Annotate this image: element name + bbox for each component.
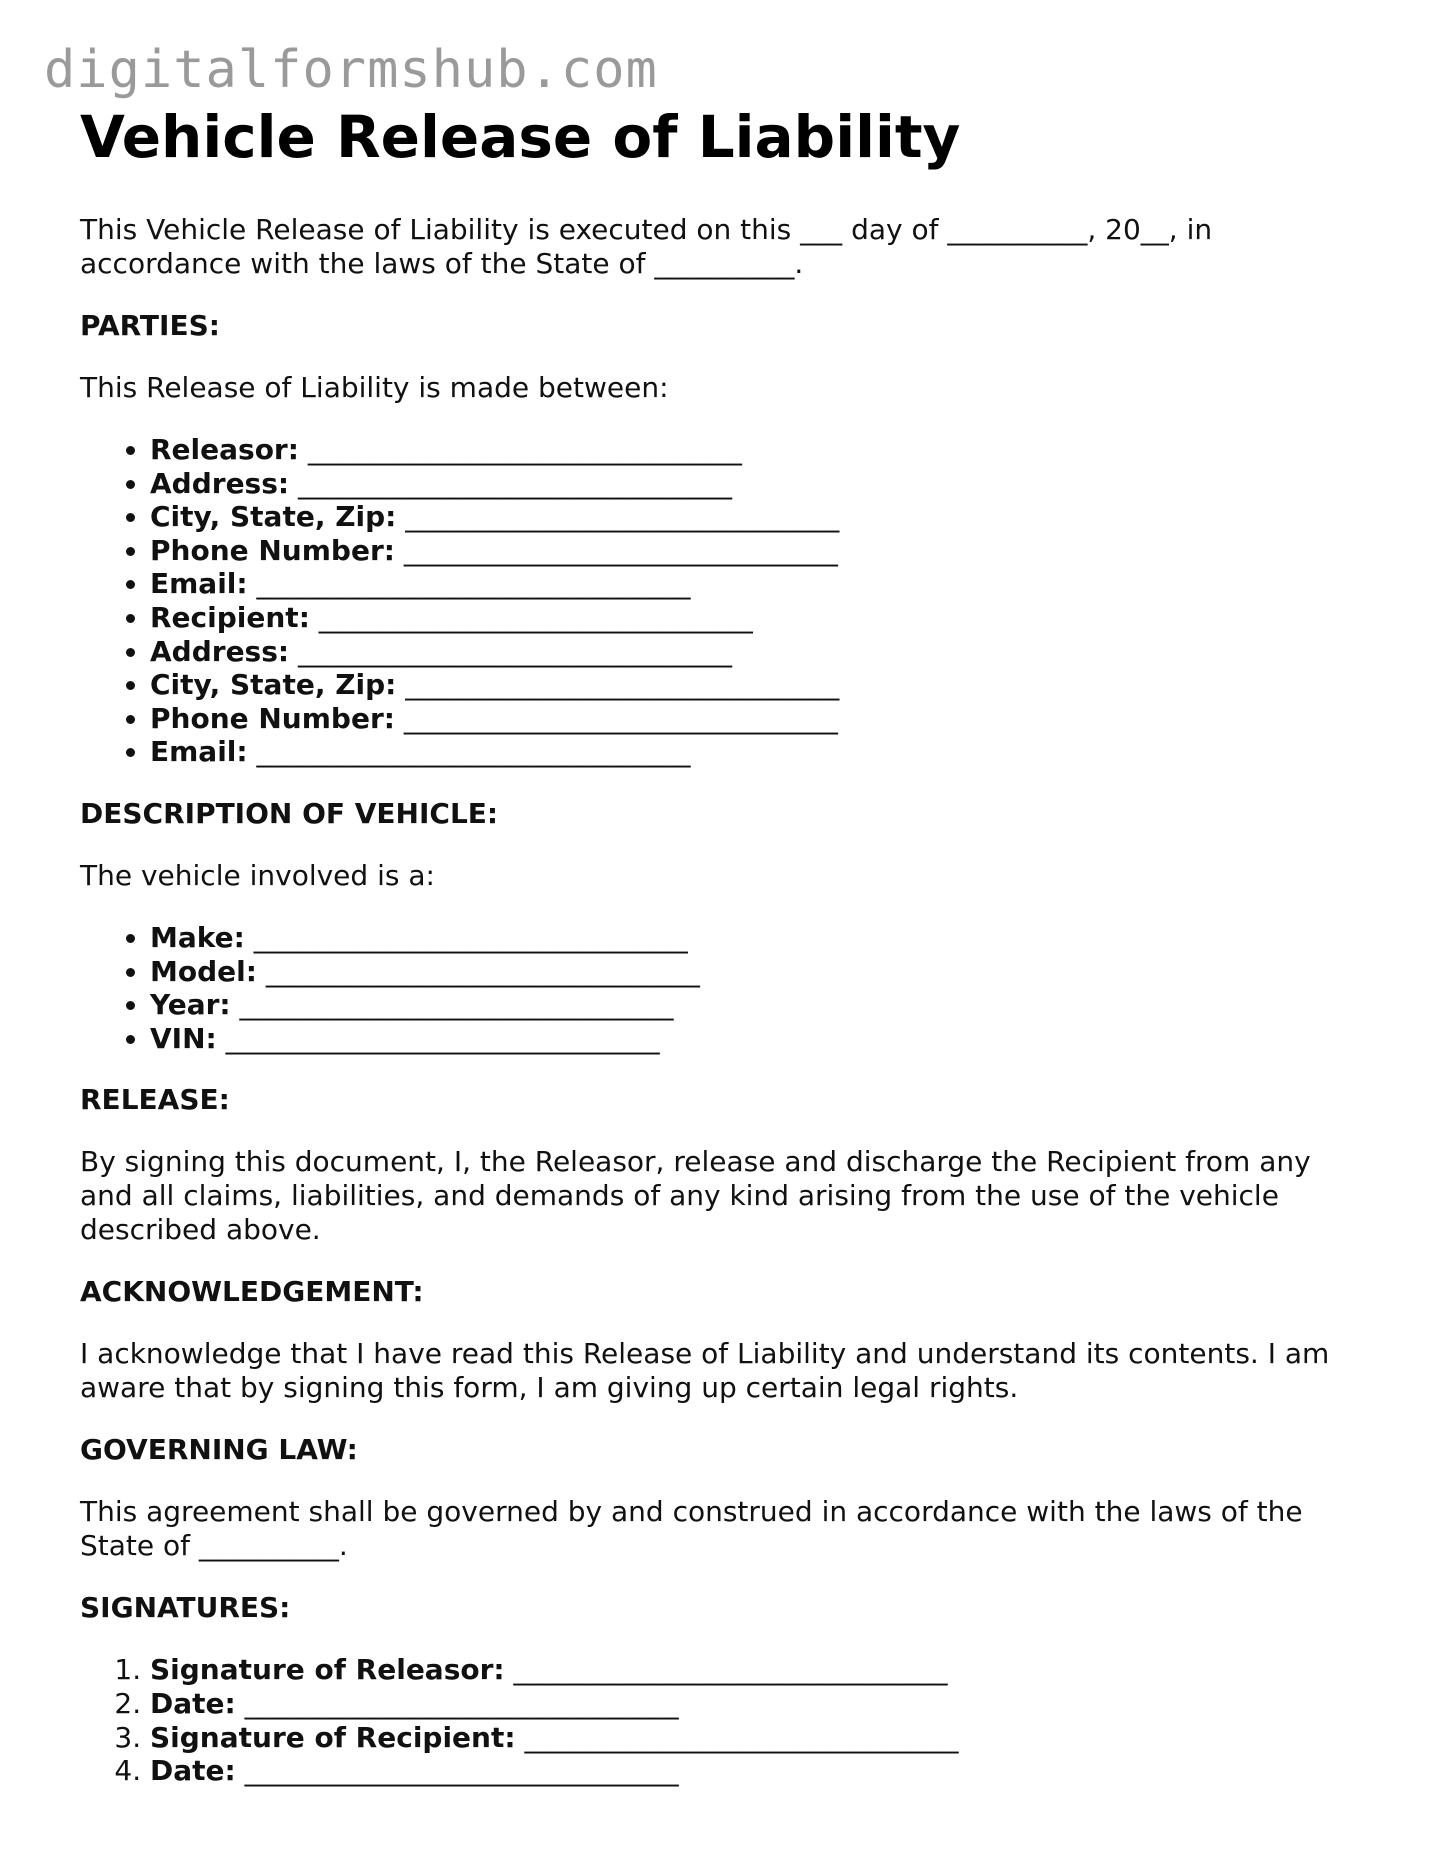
field-releasor-date [150,1687,1370,1721]
field-recipient-email [150,735,1370,769]
field-label: Recipient: [150,600,310,634]
governing-law-text: This agreement shall be governed by and construed in accordance with the laws of the State of __________. [80,1495,1303,1563]
intro-paragraph: This Vehicle Release of Liability is executed on this ___ day of __________, 20__, in accordance with the laws of the State of __________. [80,213,1213,280]
field-label: City, State, Zip: [150,500,397,534]
field-label: Signature of Releasor: [150,1653,505,1687]
fill-line[interactable]: _______________________________ [216,1021,660,1055]
release-heading: RELEASE: [80,1083,230,1117]
parties-list [80,433,1370,769]
field-releasor [150,433,1370,467]
field-make [150,921,1370,955]
fill-line[interactable]: _______________________________ [394,533,838,567]
field-label: Signature of Recipient: [150,1720,516,1754]
fill-line[interactable]: _______________________________ [256,954,700,988]
field-recipient [150,601,1370,635]
release-text: By signing this document, I, the Releasor, release and discharge the Recipient from any and all claims, liabilities, and demands of any kind arising from the use of the vehicle described above. [80,1145,1311,1247]
fill-line[interactable]: _______________________________ [235,1754,679,1788]
field-label: Model: [150,954,257,988]
watermark: digitalformshub.com [44,40,658,100]
field-label: Make: [150,920,245,954]
fill-line[interactable]: _______________________________ [394,701,838,735]
field-label: Address: [150,634,290,668]
field-releasor-email [150,567,1370,601]
field-label: Date: [150,1686,236,1720]
fill-line[interactable]: _______________________________ [247,735,691,769]
signatures-list [80,1653,1370,1787]
acknowledgement-heading: ACKNOWLEDGEMENT: [80,1275,424,1309]
fill-line[interactable]: _______________________________ [244,920,688,954]
parties-heading: PARTIES: [80,309,220,342]
field-label: Phone Number: [150,533,395,567]
fill-line[interactable]: _______________________________ [235,1686,679,1720]
field-label: Releasor: [150,433,299,466]
fill-line[interactable]: _______________________________ [289,634,732,668]
field-label: Email: [150,567,248,601]
field-label: Year: [150,988,231,1022]
field-year [150,988,1370,1022]
parties-text: This Release of Liability is made between: [80,371,669,404]
fill-line[interactable]: _______________________________ [309,600,753,634]
vehicle-heading: DESCRIPTION OF VEHICLE: [80,796,499,830]
fill-line[interactable]: _______________________________ [230,988,674,1022]
field-model [150,955,1370,989]
field-recipient-signature [150,1721,1370,1755]
field-recipient-address [150,635,1370,669]
field-vin [150,1022,1370,1056]
field-label: Email: [150,735,248,769]
field-releasor-city-state-zip [150,500,1370,534]
fill-line[interactable]: _______________________________ [289,466,732,500]
field-releasor-signature [150,1653,1370,1687]
field-recipient-date [150,1754,1370,1788]
fill-line[interactable]: _______________________________ [247,567,691,601]
signatures-heading: SIGNATURES: [80,1591,291,1625]
fill-line[interactable]: _______________________________ [298,433,742,466]
field-label: Date: [150,1754,236,1788]
document-body [80,105,1370,1816]
field-releasor-address [150,467,1370,501]
document-title: Vehicle Release of Liability [80,103,961,171]
governing-law-heading: GOVERNING LAW: [80,1433,358,1467]
field-label: VIN: [150,1021,217,1055]
field-recipient-phone [150,702,1370,736]
field-label: Phone Number: [150,701,395,735]
fill-line[interactable]: _______________________________ [396,500,840,534]
acknowledgement-text: I acknowledge that I have read this Release of Liability and understand its contents. I am aware that by signing this form, I am giving up certain legal rights. [80,1337,1330,1405]
field-label: Address: [150,466,290,500]
fill-line[interactable]: _______________________________ [504,1653,948,1687]
fill-line[interactable]: _______________________________ [396,668,840,702]
field-releasor-phone [150,534,1370,568]
vehicle-text: The vehicle involved is a: [80,858,435,892]
field-recipient-city-state-zip [150,668,1370,702]
fill-line[interactable]: _______________________________ [515,1720,959,1754]
field-label: City, State, Zip: [150,668,397,702]
vehicle-list [80,921,1370,1055]
